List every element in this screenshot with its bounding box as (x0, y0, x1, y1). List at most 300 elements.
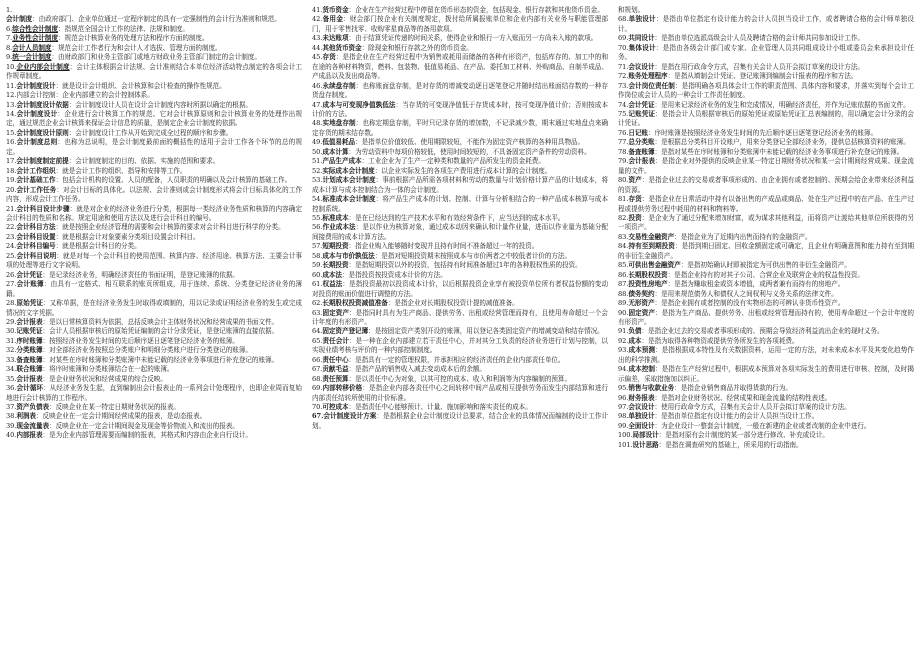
entry-number: 58. (312, 251, 323, 260)
glossary-entry (312, 412, 608, 431)
entry-number: 90. (618, 308, 629, 317)
glossary-entry (6, 271, 302, 280)
entry-term: 可控成本 (322, 403, 349, 412)
entry-definition: ：由具有一定格式、相互联系的账页所组成，用于连续、系统、分类登记经济业务的簿籍。 (6, 280, 302, 298)
entry-number: 63. (312, 308, 323, 317)
entry-term: 固定资产登记簿 (322, 327, 369, 336)
glossary-entry (6, 63, 302, 82)
entry-number: 54. (312, 195, 323, 204)
entry-number: 98. (618, 412, 629, 421)
entry-number: 89. (618, 299, 629, 308)
entry-definition: ：是企业财务状况和经营成果的综合反映。 (42, 374, 167, 383)
glossary-entry (618, 176, 914, 195)
entry-term: 贡献毛益 (322, 365, 349, 374)
entry-term: 会计工作组织 (16, 166, 56, 175)
entry-term: 投资性房地产 (628, 280, 668, 289)
entry-number: 21. (6, 204, 17, 213)
entry-number: 11. (6, 81, 17, 90)
entry-number: 49. (312, 138, 323, 147)
entry-term: 全面设计 (628, 421, 655, 430)
glossary-entry (6, 138, 302, 157)
glossary-entry (6, 53, 302, 62)
entry-definition: ：是指对原有会计制度的某一部分进行修改、补充或设计。 (658, 431, 829, 440)
entry-number: 66. (312, 355, 323, 364)
glossary-entry (312, 34, 608, 43)
entry-number: 101. (618, 440, 633, 449)
entry-number: 24. (6, 242, 17, 251)
entry-definition: ：就是按照企业经济管理的需要和会计核算的要求对会计科目进行科学的分类。 (55, 223, 285, 232)
entry-definition: ：是指企业过去的交易或者事项形成的、预期会导致经济利益流出企业的现时义务。 (641, 327, 884, 336)
entry-definition: ：规范会计工作者行为和会计人才选拔、管理方面的制度。 (51, 43, 222, 52)
glossary-entry (6, 167, 302, 176)
entry-definition: ：就是根据会计对象要素分类项目设置会计科目。 (55, 232, 200, 241)
glossary-entry (6, 431, 302, 440)
entry-definition: ：是指投资按投资成本计价的方法。 (341, 270, 447, 279)
entry-term: 分类账簿 (16, 346, 43, 355)
entry-definition: ：会计制度设计人员在设计会计制度内容时所据以确定的根据。 (68, 100, 252, 109)
entry-definition: ：从经济业务发生起，直到编制出会计报表止的一系列会计处理程序，也即企业周而复始地进行会计核算的工作程序。 (6, 384, 302, 402)
entry-number: 9. (6, 53, 13, 62)
entry-term: 资产负债表 (16, 403, 50, 412)
entry-number: 14. (6, 109, 17, 118)
glossary-entry (618, 384, 914, 393)
entry-number: 71. (618, 62, 629, 71)
entry-number: 20. (6, 185, 17, 194)
entry-term: 财务报表 (628, 393, 655, 402)
entry-definition: ：为企业设计一整套会计制度，一般在新建的企业或者改制的企业中进行。 (654, 421, 871, 430)
glossary-entry (312, 223, 608, 242)
entry-number: 78. (618, 147, 629, 156)
entry-term: 单独设计 (628, 15, 656, 24)
entry-definition: ：是按固定资产类别开设的账簿，用以登记各类固定资产的增减变动和结存情况。 (368, 327, 604, 336)
glossary-entry (6, 176, 302, 185)
entry-number: 61. (312, 280, 323, 289)
entry-number: 87. (618, 280, 629, 289)
glossary-entry (6, 15, 302, 24)
entry-number: 95. (618, 384, 629, 393)
entry-definition: ：是指为赚取租金或资本增值，或两者兼有而持有的房地产。 (667, 280, 845, 289)
glossary-entry (618, 346, 914, 365)
entry-term: 会计制度总则 (16, 138, 58, 147)
glossary-entry (6, 299, 302, 318)
glossary-entry (618, 280, 914, 289)
entry-term: 会计制度制定前提 (16, 157, 69, 166)
glossary-entry (6, 337, 302, 346)
entry-term: 总分类账 (628, 138, 655, 147)
entry-definition: ：反映企业在一定会计期间现金及现金等价物流入和流出的报表。 (49, 421, 239, 430)
entry-definition: ：企业进行会计核算工作的规范。它对会计核算原则和会计核算业务的处理作出规定，通过规范企业会计核算来保证会计信息的质量，是制定企业会计制度的依据。 (6, 109, 302, 128)
entry-number: 69. (618, 34, 629, 43)
entry-definition: ：将序时账簿和分类账簿结合在一起的账簿。 (42, 365, 174, 374)
entry-definition: ：将产品生产成本的计划、控制、计算与分析相结合的一种产品成本核算与成本控制系统。 (312, 195, 608, 213)
glossary-entry (312, 195, 608, 214)
entry-definition: ：是指明确各项具体会计工作的职责范围、具体内容和要求，并落实到每个会计工作岗位或会计人员的一种会计工作责任制度。 (618, 81, 914, 100)
entry-number: 96. (618, 393, 629, 402)
glossary-entry (6, 186, 302, 205)
glossary-entry (312, 271, 608, 280)
entry-term: 销售与收款业务 (628, 384, 675, 393)
glossary-entry (6, 375, 302, 384)
glossary-entry (6, 205, 302, 224)
entry-definition: ：是指由单位选派高级会计人员及聘请合格的会计师共同参加设计工作。 (654, 34, 864, 43)
entry-term: 低值易耗品 (322, 138, 356, 147)
entry-definition: ：是指在用行政命令方式，召集有关会计人员开会拟订草案的设计方法。 (654, 62, 864, 71)
entry-definition: ：也称账面盘存制，是对存货的增减变动逐日逐笔登记并随时结出账面结存数的一种存货盘存制度。 (312, 81, 608, 100)
entry-definition: ：由政府部门、企业单位通过一定程序制定的具有一定强制性的会计行为准则和规范。 (32, 15, 281, 24)
entry-number: 70. (312, 403, 323, 412)
entry-term: 企业内部会计制度 (16, 62, 70, 71)
entry-definition: ：是指投资最初以投资成本计价，以后根据投资企业享有被投资单位所有者权益份额的变动对投资的账面价值进行调整的方法。 (312, 280, 608, 298)
entry-term: 67.会计制度设计方案 (312, 412, 377, 421)
entry-definition: ：是为企业内部管理需要而编制的报表，其格式和内容由企业自行设计。 (42, 431, 252, 440)
entry-number: 12. (6, 91, 17, 100)
entry-term: 负债 (628, 327, 642, 336)
entry-number: 17. (6, 157, 17, 166)
entry-number: 68. (618, 15, 629, 24)
glossary-entry (312, 82, 608, 101)
entry-number: 85. (618, 261, 629, 270)
glossary-entry (618, 242, 914, 261)
entry-definition: ：序时账簿是按照经济业务发生时间的先后顺序逐日逐笔登记经济业务的账簿。 (647, 128, 878, 137)
entry-definition: ：是指根据企业会计制度设计总要求，结合企业的具体情况而编制的设计工作计划。 (312, 412, 608, 430)
entry-term: 会议设计 (628, 62, 655, 71)
entry-number: 42. (312, 15, 323, 24)
entry-definition: ：包括会计机构的设置、人员的配备，人员职责的明确以及会计核算的基础工作。 (55, 176, 292, 185)
entry-term: 会计岗位责任制 (628, 81, 675, 90)
entry-term: 实际成本会计制度 (322, 166, 375, 175)
entry-definition: ：是指为取得各种物资或提供劳务所发生的各项耗费。 (641, 336, 799, 345)
glossary-entry (312, 337, 608, 356)
entry-definition: ：是指会计人员根据审核后的原始凭证或原始凭证汇总表编制的，用以确定会计分录的会计凭证。 (618, 109, 914, 128)
entry-definition: ：是指企业内部各责任中心之间转移中间产品或相互提供劳务而发生内部结算和进行内部责任结转所使用的计价标准。 (312, 384, 608, 402)
entry-term: 会计报表 (628, 157, 656, 166)
entry-definition: ：当存货的可变现净值低于存货成本时，按可变现净值计价；否则按成本计价的方法。 (312, 100, 608, 118)
entry-term: 记账凭证 (16, 327, 43, 336)
entry-number: 1. (6, 6, 13, 14)
entry-term: 无形资产 (628, 299, 655, 308)
entry-term: 利润表 (16, 412, 36, 421)
glossary-entry (312, 44, 608, 53)
entry-term: 局部设计 (632, 431, 659, 440)
entry-definition: ：是指单位价值较低、使用期限较短，不能作为固定资产核算的各种用具物品。 (355, 138, 585, 147)
glossary-entry (312, 214, 608, 223)
entry-definition: ：由财政部门和业务主管部门或地方财政业务主管部门制定的会计制度。 (51, 53, 261, 62)
glossary-entry (618, 233, 914, 242)
entry-number: 8. (6, 43, 13, 52)
glossary-entry (312, 119, 608, 138)
glossary-entry (6, 365, 302, 374)
entry-number: 13. (6, 100, 17, 109)
glossary-entry (6, 318, 302, 327)
entry-definition: ：是指初始确认时即被指定为可供出售的非衍生金融资产。 (680, 261, 851, 270)
entry-term: 作业成本法 (322, 223, 356, 232)
glossary-entry (6, 346, 302, 355)
entry-number: 99. (618, 421, 629, 430)
entry-number: 93. (618, 346, 629, 355)
entry-term: 短期投资 (322, 242, 349, 251)
glossary-entry (6, 82, 302, 91)
entry-term: 责任中心 (322, 355, 349, 364)
entry-definition: ：是指从填制会计凭证、登记账簿到编制会计报表的程序和方法。 (667, 72, 858, 81)
entry-definition: 和规划。 (618, 6, 645, 14)
column-3 (618, 6, 914, 647)
entry-definition: ：是指对企业财务状况、经营成果和现金流量的结构性表述。 (654, 393, 832, 402)
entry-term: 账务处理程序 (628, 72, 668, 81)
entry-definition: ：是企业为了通过分配来增加财富，或为谋求其他利益，而将资产让渡给其他单位所获得的另一项资产。 (618, 213, 914, 232)
entry-number: 51. (312, 157, 323, 166)
entry-term: 业务性会计制度 (12, 34, 59, 43)
entry-number: 55. (312, 213, 323, 222)
entry-term: 长期投资 (322, 261, 349, 270)
entry-term: 联合账簿 (16, 365, 43, 374)
entry-term: 会计制度 (6, 15, 33, 24)
entry-term: 日记账 (628, 128, 648, 137)
glossary-entry (618, 365, 914, 384)
glossary-entry (312, 101, 608, 120)
entry-definition: ：事前根据产品所需各项材料和劳动的数量与计划价格计算产品的计划成本，将成本计算与成本控制结合为一体的会计制度。 (312, 176, 608, 194)
entry-term: 会计科目说明 (16, 251, 57, 260)
entry-number: 29. (6, 317, 17, 326)
entry-term: 会议设计 (628, 403, 655, 412)
entry-definition: ：是指企业对外提供的反映企业某一特定日期财务状况和某一会计期间经营成果、现金流量的文件。 (618, 157, 914, 175)
column-1 (6, 6, 302, 647)
entry-number: 75. (618, 109, 629, 118)
entry-number: 82. (618, 213, 629, 222)
entry-number: 40. (6, 431, 17, 440)
glossary-entry (618, 422, 914, 431)
entry-definition: ：是指由单位指定有设计能力的会计人员担当设计工作。 (654, 412, 819, 421)
entry-number: 50. (312, 147, 323, 156)
entry-definition: ：指规范全国会计工作的法律、法规和制度。 (58, 24, 189, 33)
glossary-entry (6, 34, 302, 43)
entry-term: 会计制度设计依据 (16, 100, 69, 109)
entry-definition: ：是记录经济业务，明确经济责任的书面证明，是登记账簿的依据。 (42, 270, 239, 279)
entry-number: 36. (6, 384, 17, 393)
entry-term: 成本法 (322, 270, 342, 279)
entry-number: 52. (312, 166, 323, 175)
entry-term: 原始凭证 (16, 299, 44, 308)
entry-number: 65. (312, 336, 323, 345)
entry-number: 69. (312, 384, 323, 393)
glossary-entry (6, 280, 302, 299)
glossary-entry (6, 223, 302, 232)
entry-number: 57. (312, 242, 323, 251)
glossary-entry (6, 412, 302, 421)
entry-number: 25. (6, 251, 17, 260)
entry-term: 记账凭证 (628, 109, 656, 118)
entry-term: 成本 (628, 336, 642, 345)
entry-number: 81. (618, 195, 629, 204)
glossary-entry (618, 394, 914, 403)
entry-definition: ：就是对企业的经济业务进行分类，根据每一类经济业务性质和核算的内容确定会计科目的性质和名称。规定用途和使用方法以及进行会计科目的编号。 (6, 204, 302, 222)
entry-number: 34. (6, 365, 17, 374)
entry-term: 内部转移价格 (322, 384, 363, 393)
entry-definition: 内部会计控制：企业内部建立的会计控制体系。 (16, 91, 154, 100)
entry-term: 会计科目方法 (16, 223, 56, 232)
entry-definition: ：是指同时具有为生产商品、提供劳务、出租或经营管理而持有，且使用寿命超过一个会计年度的有形资产。 (312, 308, 608, 326)
entry-term: 现金流量表 (16, 421, 50, 430)
entry-number: 10. (6, 62, 17, 71)
entry-term: 综合性会计制度 (12, 24, 59, 33)
glossary-entry (312, 148, 608, 157)
entry-definition: ：是一种在企业内部建立若干责任中心，并对其分工负责的经济业务进行计划与控制，以实现业绩考核与评价的一种内部控制制度。 (312, 336, 608, 355)
glossary-entry (618, 44, 914, 63)
entry-term: 备查账簿 (16, 355, 43, 364)
entry-term: 会计工作任务 (16, 185, 57, 194)
entry-number: 7. (6, 34, 13, 43)
entry-definition: ：是指产品的销售收入减去变动成本后的余额。 (348, 365, 486, 374)
entry-number: 60. (312, 270, 323, 279)
entry-term: 成本预测 (628, 346, 656, 355)
glossary-entry (6, 91, 302, 100)
entry-definition: ：是指为生产商品、提供劳务、出租或经营管理而持有的，使用寿命超过一个会计年度的有形资产。 (618, 308, 914, 326)
entry-definition: ：是指企业在生产经营过程中为销售或耗用而储备的各种有形资产，包括库存的、加工中的和在途的各种材料物资，燃料、包装物、低值易耗品、在产品、委托加工材料、外购商品、自制半成品、产成品以及发出商品等。 (312, 53, 608, 81)
entry-definition: ：是指根据成本特性及有关数据资料，运用一定的方法，对未来成本水平及其变化趋势作出的科学推测。 (618, 346, 914, 364)
entry-definition: ：会计人员根据审核后的原始凭证编制的会计分录凭证，是登记账簿的直接依据。 (42, 327, 279, 336)
entry-definition: ：是用来记录经济业务的发生和完成情况，明确经济责任，并作为记账依据的书面文件。 (654, 100, 910, 109)
glossary-entry (312, 261, 608, 270)
glossary-entry (6, 327, 302, 336)
glossary-entry (312, 356, 608, 365)
glossary-entry (6, 384, 302, 403)
entry-term: 存货 (628, 195, 642, 204)
entry-definition: ：是指到期日固定、回收金额固定或可确定，且企业有明确意图和能力持有至到期的非衍生金融资产。 (618, 242, 914, 260)
entry-term: 会计凭证 (628, 100, 655, 109)
glossary-entry (618, 412, 914, 421)
entry-definition: ：企业在生产经营过程中停留在货币形态的资金，包括现金、银行存款和其他货币资金。 (348, 6, 604, 14)
entry-term: 序时账簿 (16, 336, 43, 345)
glossary-entry (618, 148, 914, 157)
glossary-entry (618, 337, 914, 346)
entry-term: 设计思路 (632, 440, 659, 449)
glossary-entry (618, 138, 914, 147)
entry-definition: ：是指短期投资以外的投资，包括持有时间准备超过1年的各种股权性质的投资。 (348, 261, 582, 270)
entry-term: 投资 (628, 213, 642, 222)
entry-number: 80. (618, 176, 629, 185)
entry-term: 成本与可变现净值孰低法 (322, 100, 396, 109)
glossary-entry (618, 299, 914, 308)
entry-number: 31. (6, 336, 17, 345)
entry-number: 43. (312, 34, 323, 43)
glossary-entry (312, 309, 608, 328)
entry-number: 73. (618, 81, 629, 90)
entry-term: 单独设计 (628, 412, 655, 421)
entry-number: 74. (618, 100, 629, 109)
entry-number: 18. (6, 166, 17, 175)
entry-term: 货币资金 (322, 6, 349, 14)
glossary-entry (312, 299, 608, 308)
entry-definition: ：是指企业过去的交易或者事项形成的、由企业拥有或者控制的、预期会给企业带来经济利益的资源。 (618, 176, 914, 194)
entry-definition: ：是指对短期投资期末按照成本与市价两者之中较低者计价的方法。 (374, 251, 572, 260)
entry-term: 产品生产成本 (322, 157, 362, 166)
entry-definition: ：是指企业持有的对其子公司、合营企业及联营企业的权益性投资。 (667, 270, 864, 279)
entry-number: 38. (6, 412, 17, 421)
entry-definition: ：对会计目标的具体化。以法规、会计准则或会计制度形式将会计目标具体化的工作内容，形成会计工作任务。 (6, 185, 302, 204)
entry-term: 备查账簿 (628, 147, 655, 156)
entry-number: 59. (312, 261, 323, 270)
entry-definition: ：是指企业为了近期内出售而持有的金融资产。 (674, 232, 812, 241)
entry-term: 集体设计 (628, 43, 656, 52)
glossary-entry (618, 34, 914, 43)
glossary-entry (6, 233, 302, 242)
entry-term: 成本计算 (322, 147, 349, 156)
entry-definition: ：按照经济业务发生时间的先后顺序逐日逐笔登记经济业务的账簿。 (42, 336, 239, 345)
entry-term: 共同设计 (628, 34, 655, 43)
entry-definition: ：又称单据，是在经济业务发生时取得或填制的，用以记录或证明经济业务的发生或完成情况的文字凭据。 (6, 299, 302, 317)
entry-number: 94. (618, 365, 629, 374)
entry-definition: ：由于结算凭证传递的时间关系，使得企业和银行一方入账而另一方尚未入账的款项。 (348, 34, 598, 43)
entry-term: 备用金 (322, 15, 344, 24)
glossary-entry (6, 422, 302, 431)
entry-definition: ：以企业实际发生的各项生产费用进行成本计算的会计制度。 (374, 166, 552, 175)
glossary-entry (618, 63, 914, 72)
entry-number: 67. (312, 365, 323, 374)
glossary-entry (618, 261, 914, 270)
entry-number: 30. (6, 327, 17, 336)
entry-term: 未达账项 (322, 34, 349, 43)
entry-term: 固定资产 (322, 308, 350, 317)
entry-number: 22. (6, 223, 17, 232)
entry-term: 会计科目设置 (16, 232, 56, 241)
glossary-entry (6, 129, 302, 138)
entry-term: 持有至到期投资 (628, 242, 675, 251)
glossary-entry (312, 280, 608, 299)
entry-number: 45. (312, 53, 323, 62)
entry-definition: ：是指由各级会计部门或专家、企业管理人员共同组成设计小组或委员会来承担设计任务。 (618, 43, 914, 62)
glossary-entry (312, 242, 608, 251)
entry-definition: ：除现金和银行存款之外的货币资金。 (361, 43, 473, 52)
glossary-entry (6, 157, 302, 166)
glossary-entry (618, 195, 914, 214)
entry-number: 97. (618, 403, 629, 412)
glossary-entry (6, 356, 302, 365)
entry-number: 84. (618, 242, 629, 251)
glossary-entry (312, 375, 608, 384)
entry-term: 成本与市价孰低法 (322, 251, 375, 260)
entry-definition: ：是指由单位指定有设计能力的会计人员担当设计工作，或者聘请合格的会计师单独设计。 (618, 15, 914, 33)
glossary-entry (618, 15, 914, 34)
entry-definition: ：工业企业为了生产一定种类和数量的产品所发生的资金耗费。 (361, 157, 545, 166)
entry-term: 会计报表 (16, 317, 43, 326)
entry-term: 标准成本会计制度 (322, 195, 376, 204)
entry-definition: ：就是会计工作的组织、指导和安排等工作。 (55, 166, 187, 175)
entry-term: 责任预算 (322, 374, 349, 383)
entry-definition: ：是根据总分类科目开设账户，用来分类登记全部经济业务，提供总括核算资料的账簿。 (654, 138, 910, 147)
entry-term: 实地盘存制 (322, 119, 356, 128)
entry-number: 79. (618, 157, 629, 166)
entry-definition: ：是指在调查研究的基础上，所采用的行动指南。 (658, 440, 803, 449)
glossary-entry (312, 53, 608, 81)
entry-number: 83. (618, 232, 629, 241)
entry-term: 计划成本会计制度 (322, 176, 376, 185)
entry-definition: ：使用行政命令方式，召集有关会计人员开会拟订草案的设计方法。 (654, 403, 851, 412)
entry-term: 责任会计 (322, 336, 350, 345)
entry-term: 会计科目编号 (16, 242, 56, 251)
entry-definition: ：对全部经济业务按照总分类账户和明细分类账户进行分类登记的账簿。 (42, 346, 252, 355)
entry-term: 会计科目设计步骤 (16, 204, 70, 213)
entry-definition: ：会计制度制定的目的、依据、实施的范围和要求。 (68, 157, 220, 166)
glossary-entry (6, 25, 302, 34)
entry-number: 39. (6, 421, 17, 430)
entry-definition: ：对某些在序时账簿和分类账簿中未能记载的经济业务事项进行补充登记的账簿。 (42, 355, 279, 364)
glossary-entry (618, 309, 914, 328)
glossary-entry (312, 327, 608, 336)
entry-term: 交易性金融资产 (628, 232, 675, 241)
glossary-entry (618, 82, 914, 101)
entry-definition: ：是指具有一定的管理权限，并承担相应的经济责任的企业内部责任单位。 (348, 355, 565, 364)
entry-definition: ：反映企业在一定会计期间经营成果的报表，是动态报表。 (35, 412, 207, 421)
entry-definition: ：是在已经达到的生产技术水平和有效经营条件下，应当达到的成本水平。 (348, 213, 565, 222)
